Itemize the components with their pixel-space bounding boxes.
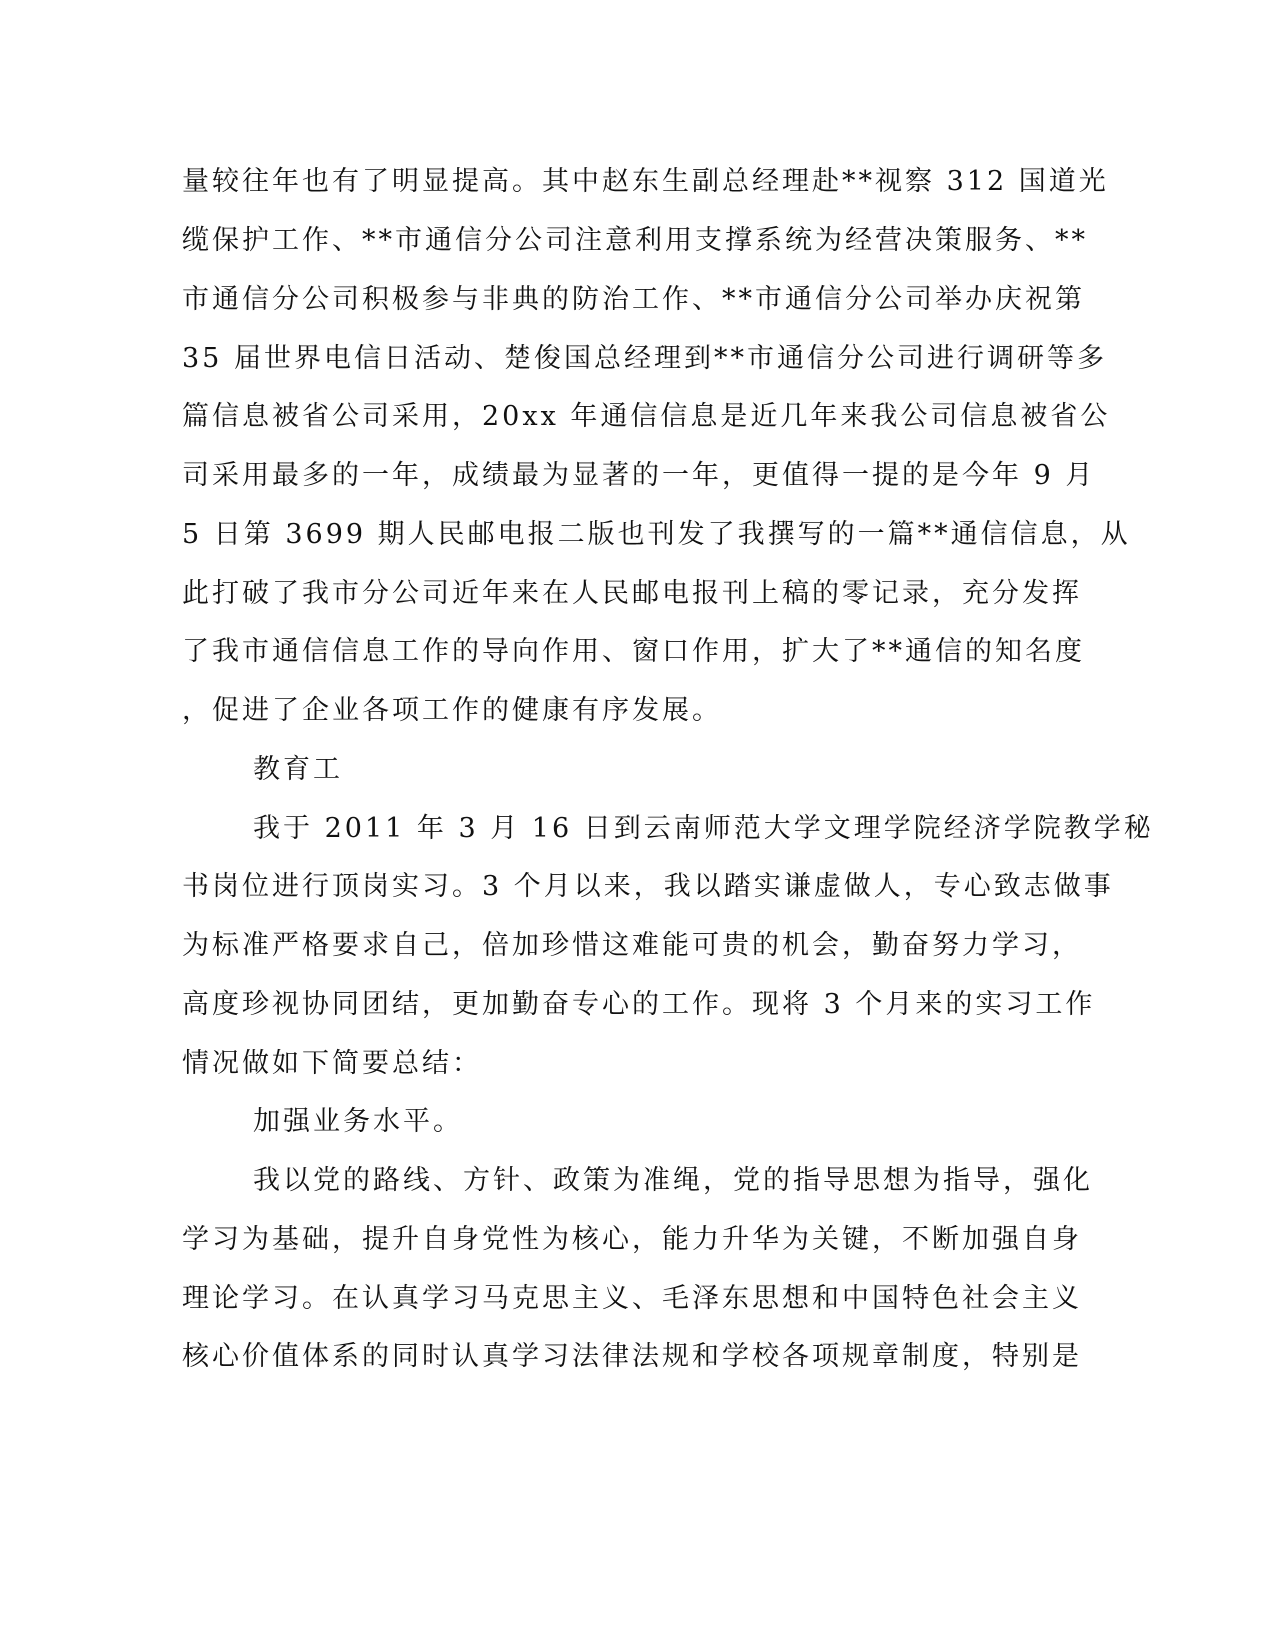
section-heading: 教育工 [253,754,343,785]
paragraph-line: 此打破了我市分公司近年来在人民邮电报刊上稿的零记录，充分发挥 [182,578,1082,609]
paragraph-line: 5 日第 3699 期人民邮电报二版也刊发了我撰写的一篇**通信信息，从 [182,519,1131,550]
section-heading: 加强业务水平。 [253,1106,463,1137]
paragraph-line: 情况做如下简要总结： [182,1048,482,1079]
paragraph-line: 缆保护工作、**市通信分公司注意利用支撑系统为经营决策服务、** [182,225,1088,256]
paragraph-line: 高度珍视协同团结，更加勤奋专心的工作。现将 3 个月来的实习工作 [182,989,1096,1020]
paragraph-line: 司采用最多的一年，成绩最为显著的一年，更值得一提的是今年 9 月 [182,460,1096,491]
paragraph-line: 理论学习。在认真学习马克思主义、毛泽东思想和中国特色社会主义 [182,1283,1082,1314]
paragraph-line: 学习为基础，提升自身党性为核心，能力升华为关键，不断加强自身 [182,1224,1082,1255]
paragraph-line: 篇信息被省公司采用，20xx 年通信信息是近几年来我公司信息被省公 [182,401,1111,432]
paragraph-line: 市通信分公司积极参与非典的防治工作、**市通信分公司举办庆祝第 [182,284,1085,315]
paragraph-line: 我于 2011 年 3 月 16 日到云南师范大学文理学院经济学院教学秘 [253,813,1154,844]
paragraph-line: 书岗位进行顶岗实习。3 个月以来，我以踏实谦虚做人，专心致志做事 [182,871,1114,902]
paragraph-line: 为标准严格要求自己，倍加珍惜这难能可贵的机会，勤奋努力学习， [182,930,1082,961]
paragraph-line: 我以党的路线、方针、政策为准绳，党的指导思想为指导，强化 [253,1165,1093,1196]
paragraph-line: ，促进了企业各项工作的健康有序发展。 [182,695,722,726]
paragraph-line: 35 届世界电信日活动、楚俊国总经理到**市通信分公司进行调研等多 [182,343,1107,374]
paragraph-line: 了我市通信信息工作的导向作用、窗口作用，扩大了**通信的知名度 [182,636,1085,667]
paragraph-line: 量较往年也有了明显提高。其中赵东生副总经理赴**视察 312 国道光 [182,166,1109,197]
paragraph-line: 核心价值体系的同时认真学习法律法规和学校各项规章制度，特别是 [182,1341,1082,1372]
